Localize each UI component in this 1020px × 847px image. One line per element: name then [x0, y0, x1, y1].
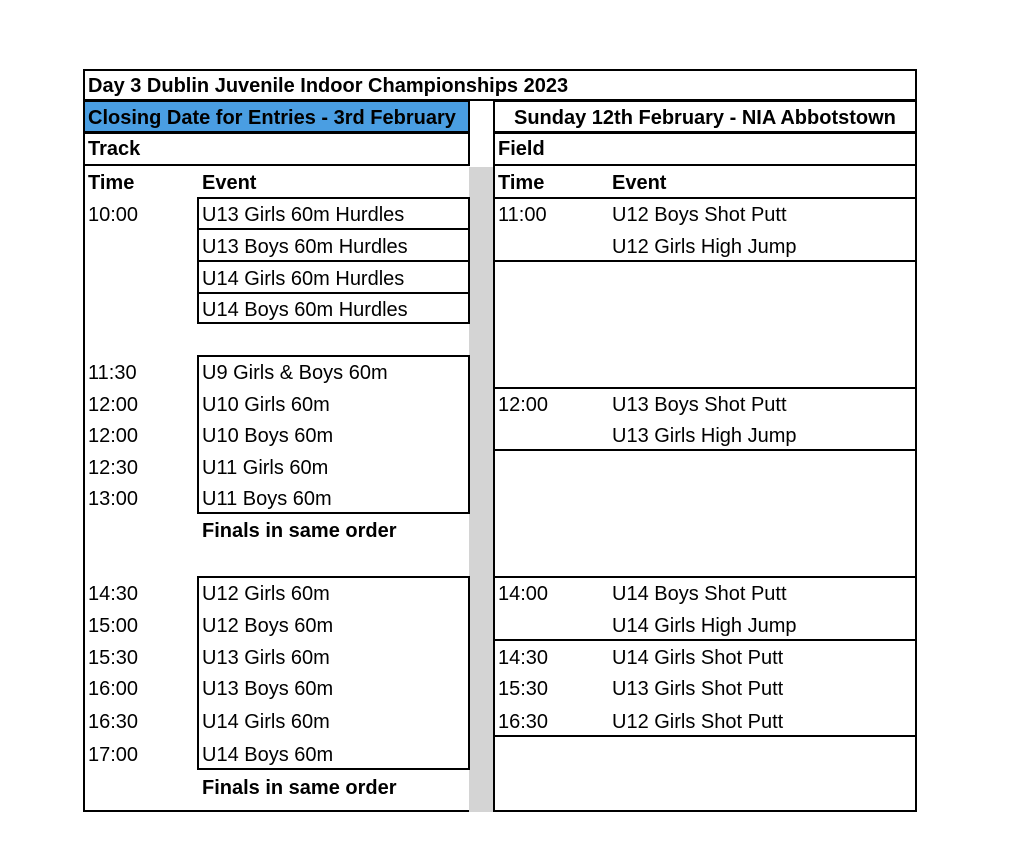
venue-text: Sunday 12th February - NIA Abbotstown — [514, 107, 896, 129]
field-event: U13 Girls Shot Putt — [612, 678, 784, 700]
track-event-header: Event — [202, 172, 257, 194]
closing-date-text: Closing Date for Entries - 3rd February — [88, 107, 456, 129]
field-time: 12:00 — [498, 394, 549, 416]
field-row-divider — [493, 735, 917, 737]
track-event: U13 Girls 60m Hurdles — [202, 204, 405, 226]
field-row-divider — [493, 639, 917, 641]
track-label: Track — [88, 138, 141, 160]
track-event: U14 Girls 60m — [202, 711, 330, 733]
track-time: 16:30 — [88, 711, 139, 733]
field-time: 16:30 — [498, 711, 549, 733]
track-event: U14 Girls 60m Hurdles — [202, 268, 405, 290]
field-row-divider — [493, 387, 917, 389]
track-time-header: Time — [88, 172, 135, 194]
field-event: U13 Boys Shot Putt — [612, 394, 787, 416]
row-divider — [197, 292, 470, 294]
track-time: 14:30 — [88, 583, 139, 605]
field-label: Field — [498, 138, 545, 160]
track-time: 16:00 — [88, 678, 139, 700]
track-event: U14 Boys 60m Hurdles — [202, 299, 408, 321]
field-time: 14:00 — [498, 583, 549, 605]
field-row-divider — [493, 449, 917, 451]
field-event: U14 Girls Shot Putt — [612, 647, 784, 669]
field-event: U13 Girls High Jump — [612, 425, 797, 447]
page-title: Day 3 Dublin Juvenile Indoor Championships 2023 — [88, 75, 569, 97]
track-event: U11 Girls 60m — [202, 457, 329, 479]
track-event: U13 Girls 60m — [202, 647, 330, 669]
track-event: U14 Boys 60m — [202, 744, 334, 766]
track-label-box — [83, 132, 470, 166]
field-time: 15:30 — [498, 678, 549, 700]
finals-note: Finals in same order — [202, 520, 397, 542]
finals-note: Finals in same order — [202, 777, 397, 799]
track-event: U11 Boys 60m — [202, 488, 332, 510]
track-event: U13 Boys 60m Hurdles — [202, 236, 408, 258]
track-time: 11:30 — [88, 362, 137, 384]
field-time: 14:30 — [498, 647, 549, 669]
row-divider — [197, 228, 470, 230]
field-event: U12 Boys Shot Putt — [612, 204, 787, 226]
field-label-box — [493, 132, 917, 166]
column-divider — [469, 167, 493, 812]
field-event: U14 Boys Shot Putt — [612, 583, 787, 605]
track-event: U10 Girls 60m — [202, 394, 330, 416]
track-time: 12:00 — [88, 394, 139, 416]
field-time-header: Time — [498, 172, 545, 194]
track-group3-box — [197, 576, 470, 770]
field-left-border — [493, 166, 495, 812]
field-row-divider — [493, 576, 917, 578]
track-event: U12 Boys 60m — [202, 615, 334, 637]
field-row-divider — [493, 197, 917, 199]
field-event-header: Event — [612, 172, 667, 194]
track-event: U9 Girls & Boys 60m — [202, 362, 388, 384]
track-time: 10:00 — [88, 204, 139, 226]
field-event: U12 Girls High Jump — [612, 236, 797, 258]
track-time: 17:00 — [88, 744, 139, 766]
track-time: 13:00 — [88, 488, 139, 510]
track-time: 12:00 — [88, 425, 139, 447]
row-divider — [197, 260, 470, 262]
field-row-divider — [493, 260, 917, 262]
field-event: U14 Girls High Jump — [612, 615, 797, 637]
track-event: U13 Boys 60m — [202, 678, 334, 700]
field-time: 11:00 — [498, 204, 547, 226]
track-time: 12:30 — [88, 457, 139, 479]
track-event: U10 Boys 60m — [202, 425, 334, 447]
track-time: 15:00 — [88, 615, 139, 637]
field-event: U12 Girls Shot Putt — [612, 711, 784, 733]
track-time: 15:30 — [88, 647, 139, 669]
track-event: U12 Girls 60m — [202, 583, 330, 605]
